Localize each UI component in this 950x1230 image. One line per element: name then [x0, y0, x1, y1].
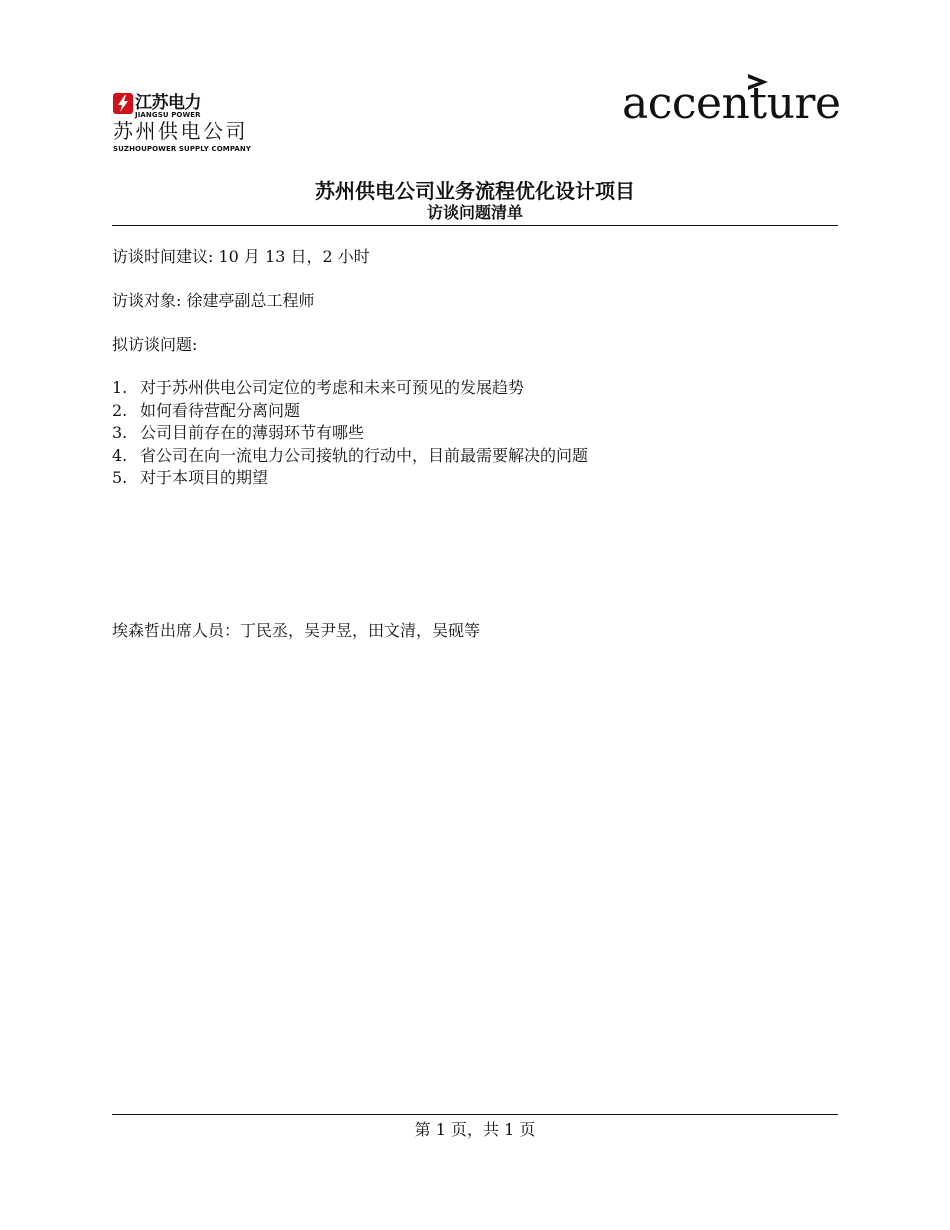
question-number: 2.	[112, 400, 128, 420]
questions-heading: 拟访谈问题:	[112, 335, 198, 354]
document-subtitle: 访谈问题清单	[426, 203, 523, 222]
question-number: 4.	[112, 445, 128, 465]
jiangsu-power-logo	[113, 92, 288, 157]
header-divider	[112, 225, 838, 226]
list-item	[112, 400, 588, 423]
attendees: 埃森哲出席人员：丁民丞，吴尹昱，田文清，吴砚等	[112, 621, 481, 640]
accenture-wordmark: accenture	[622, 78, 841, 129]
company-name-cn: 苏州供电公司	[113, 119, 248, 143]
question-text: 如何看待营配分离问题	[140, 400, 301, 420]
question-text: 对于苏州供电公司定位的考虑和未来可预见的发展趋势	[140, 378, 525, 397]
brand-name-en: JIANGSU POWER	[135, 111, 201, 119]
page-number: 第 1 页，共 1 页	[414, 1120, 536, 1139]
footer-divider	[112, 1114, 838, 1115]
list-item	[112, 377, 588, 400]
question-text: 对于本项目的期望	[140, 468, 269, 487]
question-list	[112, 377, 588, 490]
list-item	[112, 445, 588, 468]
interviewee: 访谈对象: 徐建亭副总工程师	[112, 291, 315, 310]
company-name-en: SUZHOUPOWER SUPPLY COMPANY	[113, 145, 252, 153]
interview-time: 访谈时间建议: 10 月 13 日，2 小时	[112, 247, 370, 266]
question-number: 3.	[112, 423, 128, 442]
document-title: 苏州供电公司业务流程优化设计项目	[315, 179, 635, 203]
question-text: 公司目前存在的薄弱环节有哪些	[140, 423, 365, 442]
list-item	[112, 467, 588, 490]
brand-name-cn: 江苏电力	[135, 93, 201, 113]
list-item	[112, 422, 588, 445]
question-number: 1.	[112, 378, 128, 397]
question-number: 5.	[112, 468, 128, 487]
accenture-logo	[622, 72, 841, 132]
question-text: 省公司在向一流电力公司接轨的行动中，目前最需要解决的问题	[140, 445, 589, 465]
lightning-bolt-icon	[113, 93, 133, 114]
